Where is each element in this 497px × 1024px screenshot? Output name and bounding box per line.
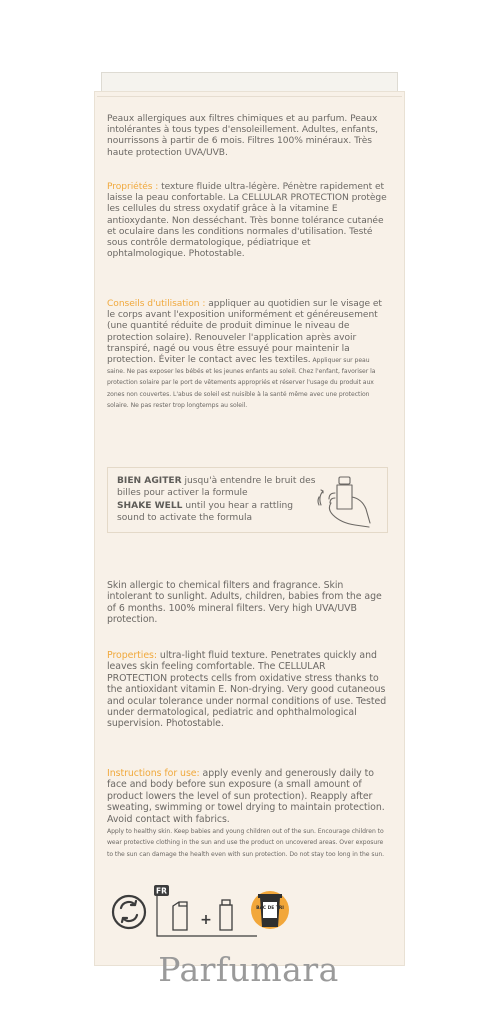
- en-usage-text: apply evenly and generously daily to face and body before sun exposure (a small amount of product lowers the level of sun protection). Reapply after sweating, swimming or towel drying to maintain protection. Avoid contact with fabrics.: [107, 768, 385, 825]
- en-properties-text: ultra-light fluid texture. Penetrates quickly and leaves skin feeling comfortable. The CELLULAR PROTECTION protects cells from oxidative stress thanks to the antioxidant vitamin E. Non-drying. Very good cutaneous and ocular tolerance under normal conditions of use. Tested under dermatological, pediatric and ophthalmological supervision. Photostable.: [107, 650, 387, 730]
- watermark: Parfumara: [158, 950, 339, 989]
- en-usage-label: Instructions for use:: [107, 768, 200, 779]
- shake-en-text: until you hear a rattling sound to activate the formula: [117, 500, 294, 523]
- shake-en-bold: SHAKE WELL: [117, 500, 183, 511]
- fr-intro: Peaux allergiques aux filtres chimiques et au parfum. Peaux intolérantes à tous types d'ensoleillement. Adultes, enfants, nourrissons à partir de 6 mois. Filtres 100% minéraux. Très haute protection UVA/UVB.: [107, 114, 378, 158]
- fr-usage: [107, 299, 387, 411]
- en-properties: [107, 650, 387, 730]
- en-intro: Skin allergic to chemical filters and fragrance. Skin intolerant to sunlight. Adults, children, babies from the age of 6 months. 100% mineral filters. Very high UVA/UVB protection.: [107, 580, 382, 626]
- plus-sign: +: [200, 912, 212, 928]
- en-usage: [107, 768, 387, 859]
- bottle-icon: [220, 900, 232, 930]
- shake-well-box: [107, 467, 388, 533]
- bin-label: BAC DE TRI: [256, 906, 284, 911]
- box-fold-line: [97, 96, 402, 97]
- fr-usage-text: appliquer au quotidien sur le visage et le corps avant l'exposition uniformément et généreusement (une quantité réduite de produit diminue le niveau de protection solaire). Renouveler l'application après avoir transpiré, nagé ou vous être essuyé pour maintenir la protection. Éviter le contact avec les textiles.: [107, 299, 382, 366]
- shaking-hand-icon: [311, 473, 381, 529]
- shake-en: [117, 500, 317, 525]
- fr-properties-text: texture fluide ultra-légère. Pénètre rapidement et laisse la peau confortable. La CELLULAR PROTECTION protège les cellules du stress oxydatif grâce à la vitamine E antioxydante. Non desséchant. Très bonne tolérance cutanée et oculaire dans les conditions normales d'utilisation. Testé sous contrôle dermatologique, pédiatrique et ophtalmologique. Photostable.: [107, 182, 387, 260]
- fr-usage-small: Appliquer sur peau saine. Ne pas exposer les bébés et les jeunes enfants au soleil. Chez l'enfant, favoriser la protection solaire par le port de vêtements appropriés et réserver l'usage du produit aux zones non couvertes. L'abus de soleil est nuisible à la santé même avec une protection solaire. Ne pas rester trop longtemps au soleil.: [107, 357, 376, 409]
- fr-properties: [107, 182, 387, 260]
- en-properties-label: Properties:: [107, 650, 157, 661]
- shake-fr-bold: BIEN AGITER: [117, 476, 182, 486]
- en-usage-small: Apply to healthy skin. Keep babies and young children out of the sun. Encourage children to wear protective clothing in the sun and use the product on uncovered areas. Over exposure to the sun can damage the health even with sun protection. Do not stay too long in the sun.: [107, 828, 385, 858]
- shake-fr-text: jusqu'à entendre le bruit des billes pour activer la formule: [117, 476, 316, 499]
- country-badge: FR: [156, 886, 167, 896]
- shake-fr: [117, 475, 317, 500]
- fr-properties-label: Propriétés :: [107, 182, 159, 192]
- recycling-logos: [107, 880, 297, 940]
- carton-icon: [173, 902, 187, 930]
- fr-usage-label: Conseils d'utilisation :: [107, 299, 206, 309]
- triman-icon: [113, 896, 145, 928]
